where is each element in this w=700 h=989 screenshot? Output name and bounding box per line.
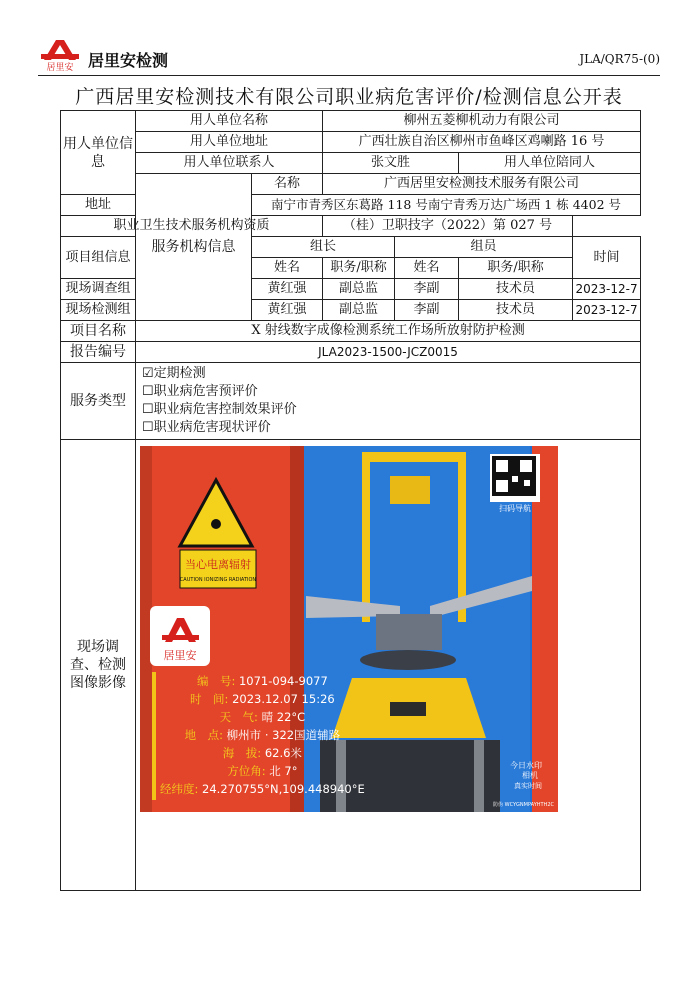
leader-name-col: 姓名 (252, 258, 323, 279)
project-name-value: X 射线数字成像检测系统工作场所放射防护检测 (136, 321, 641, 342)
team-group: 现场调查组 (61, 279, 136, 300)
report-number-value: JLA2023-1500-JCZ0015 (136, 342, 641, 363)
checkbox-checked-icon: ☑ (142, 366, 154, 381)
stamp-line-2: 相机 (522, 771, 538, 780)
watermark-row: 方位角: 北 7° (227, 764, 298, 778)
service-address-value: 南宁市青秀区东葛路 118 号南宁青秀万达广场西 1 栋 4402 号 (252, 195, 641, 216)
service-address-label: 地址 (61, 195, 136, 216)
header-divider (38, 75, 660, 76)
checkbox-icon: ☐ (142, 420, 154, 435)
service-type-option[interactable]: ☐职业病危害预评价 (142, 384, 258, 399)
photo-logo-text: 居里安 (163, 649, 197, 662)
page-title: 广西居里安检测技术有限公司职业病危害评价/检测信息公开表 (75, 86, 623, 108)
employer-name-label: 用人单位名称 (136, 111, 323, 132)
team-member: 李副 (395, 279, 459, 300)
qr-caption: 扫码导航 (499, 504, 531, 513)
warning-sign-en: CAUTION IONIZING RADIATION (179, 577, 257, 583)
watermark-row: 海 拔: 62.6米 (222, 746, 302, 760)
photo-watermark (160, 672, 365, 798)
disclosure-table (60, 110, 641, 891)
employer-contact-label: 用人单位联系人 (136, 153, 323, 174)
stamp-code: 防伪 WCYGNMPAYHTH2C (493, 802, 554, 808)
watermark-row: 天 气: 晴 22°C (219, 710, 306, 724)
company-logo (38, 38, 82, 72)
leader-title-col: 职务/职称 (323, 258, 395, 279)
service-type-option[interactable]: ☐职业病危害控制效果评价 (142, 402, 297, 417)
logo-caption: 居里安 (46, 63, 74, 72)
warning-sign-text: 当心电离辐射 (185, 558, 251, 571)
team-info-label: 项目组信息 (61, 237, 136, 279)
team-date: 2023-12-7 (573, 279, 641, 300)
team-leader-title: 副总监 (323, 279, 395, 300)
checkbox-icon: ☐ (142, 384, 154, 399)
service-name-value: 广西居里安检测技术服务有限公司 (323, 174, 641, 195)
employer-section-label: 用人单位信息 (61, 111, 136, 195)
employer-contact-value: 张文胜 (323, 153, 459, 174)
employer-escort-label: 用人单位陪同人 (459, 153, 641, 174)
team-leader: 黄红强 (252, 300, 323, 321)
service-qualification-label: 职业卫生技术服务机构资质 (61, 216, 323, 237)
team-member-title: 技术员 (459, 300, 573, 321)
employer-name-value: 柳州五菱柳机动力有限公司 (323, 111, 641, 132)
page-header (38, 38, 660, 74)
stamp-line-3: 真实时间 (514, 782, 542, 790)
watermark-row: 经纬度: 24.270755°N,109.448940°E (160, 782, 365, 796)
project-name-label: 项目名称 (61, 321, 136, 342)
site-photo (140, 446, 558, 812)
service-name-label: 名称 (252, 174, 323, 195)
team-leader: 黄红强 (252, 279, 323, 300)
document-code: JLA/QR75-(0) (579, 52, 660, 66)
team-member-title: 技术员 (459, 279, 573, 300)
service-type-options (136, 363, 641, 440)
team-leader-title: 副总监 (323, 300, 395, 321)
service-section-label: 服务机构信息 (136, 174, 252, 321)
member-name-col: 姓名 (395, 258, 459, 279)
checkbox-icon: ☐ (142, 402, 154, 417)
service-type-option[interactable]: ☐职业病危害现状评价 (142, 420, 271, 435)
brand-name: 居里安检测 (88, 51, 169, 70)
team-group: 现场检测组 (61, 300, 136, 321)
member-title-col: 职务/职称 (459, 258, 573, 279)
stamp-line-1: 今日水印 (510, 761, 542, 770)
watermark-row: 编 号: 1071-094-9077 (196, 674, 328, 688)
team-date: 2023-12-7 (573, 300, 641, 321)
service-type-label: 服务类型 (61, 363, 136, 440)
employer-address-value: 广西壮族自治区柳州市鱼峰区鸡喇路 16 号 (323, 132, 641, 153)
report-number-label: 报告编号 (61, 342, 136, 363)
time-header: 时间 (573, 237, 641, 279)
service-qualification-value: （桂）卫职技字（2022）第 027 号 (323, 216, 573, 237)
photo-section-label: 现场调查、检测图像影像 (61, 440, 136, 891)
leader-header: 组长 (252, 237, 395, 258)
watermark-row: 地 点: 柳州市 · 322国道辅路 (184, 728, 341, 742)
watermark-row: 时 间: 2023.12.07 15:26 (190, 692, 335, 706)
photo-cell (136, 440, 641, 891)
member-header: 组员 (395, 237, 573, 258)
employer-address-label: 用人单位地址 (136, 132, 323, 153)
team-member: 李副 (395, 300, 459, 321)
service-type-option[interactable]: ☑定期检测 (142, 366, 206, 381)
